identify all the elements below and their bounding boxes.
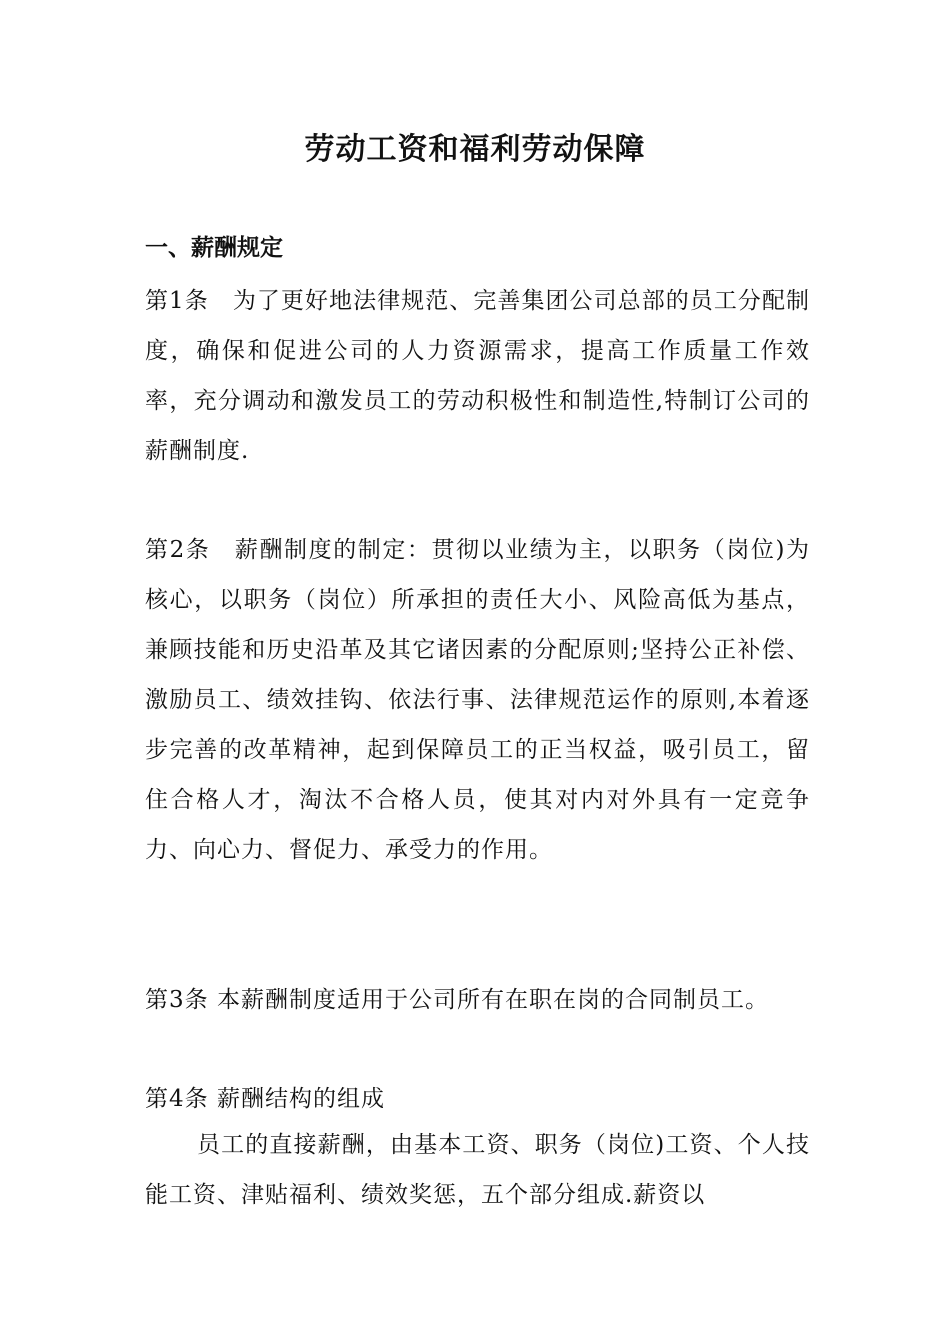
document-title: 劳动工资和福利劳动保障 bbox=[304, 132, 646, 167]
section-heading: 一、薪酬规定 bbox=[145, 234, 283, 261]
article-4-heading: 第4条 薪酬结构的组成 bbox=[145, 1086, 385, 1112]
article-1-paragraph: 第1条 为了更好地法律规范、完善集团公司总部的员工分配制度，确保和促进公司的人力资源需求，提高工作质量工作效率，充分调动和激发员工的劳动积极性和制造性,特制订公司的薪酬制度. bbox=[145, 288, 810, 464]
article-2-paragraph: 第2条 薪酬制度的制定：贯彻以业绩为主，以职务（岗位)为核心，以职务（岗位）所承担的责任大小、风险高低为基点，兼顾技能和历史沿革及其它诸因素的分配原则;坚持公正补偿、激励员工、绩效挂钩、依法行事、法律规范运作的原则,本着逐步完善的改革精神，起到保障员工的正当权益，吸引员工，留住合格人才，淘汰不合格人员，使其对内对外具有一定竞争力、向心力、督促力、承受力的作用。 bbox=[145, 537, 810, 863]
article-3-paragraph: 第3条 本薪酬制度适用于公司所有在职在岗的合同制员工。 bbox=[145, 987, 769, 1013]
article-4-body-paragraph: 员工的直接薪酬，由基本工资、职务（岗位)工资、个人技能工资、津贴福利、绩效奖惩，五个部分组成.薪资以 bbox=[145, 1132, 810, 1208]
